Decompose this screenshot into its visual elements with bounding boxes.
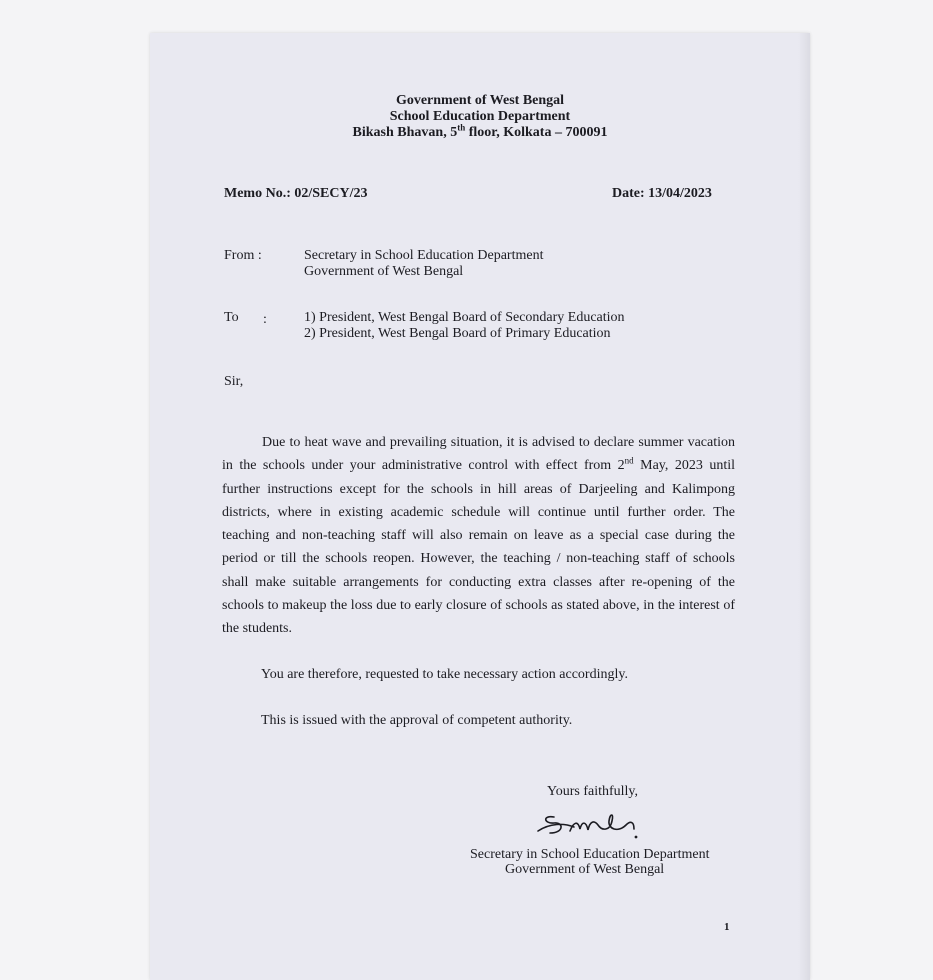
document-page (150, 33, 810, 980)
from-label: From : (224, 248, 262, 263)
to-colon: : (263, 312, 267, 327)
para1-rest: May, 2023 until further instructions except for the schools in hill areas of Darjeeling and Kalimpong districts, where in existing academic schedule will continue until further order. The teaching and non-teaching staff will also remain on leave as a special case during the period or till the schools reopen. However, the teaching / non-teaching staff of schools shall make suitable arrangements for conducting extra classes after re-opening of the schools to makeup the loss due to early closure of schools as stated above, in the interest of the students. (222, 458, 735, 637)
letterhead-department: School Education Department (389, 109, 571, 124)
memo-number: Memo No.: 02/SECY/23 (224, 186, 368, 201)
from-line-1: Secretary in School Education Department (304, 248, 544, 263)
salutation: Sir, (224, 374, 244, 389)
handwritten-signature (530, 809, 660, 845)
to-line-2: 2) President, West Bengal Board of Primary Education (304, 326, 611, 341)
signatory-designation: Secretary in School Education Department (470, 847, 710, 862)
to-label: To (224, 310, 239, 325)
address-prefix: Bikash Bhavan, 5 (352, 125, 458, 140)
para1-start: Due to heat wave and prevailing situation, it is advised to declare summer vacation in the schools under your administrative control with effect from 2 (222, 435, 735, 474)
body-paragraph-3: This is issued with the approval of competent authority. (261, 713, 573, 728)
body-paragraph-2: You are therefore, requested to take necessary action accordingly. (261, 667, 628, 682)
address-suffix: floor, Kolkata – 700091 (465, 125, 608, 140)
to-line-1: 1) President, West Bengal Board of Secondary Education (304, 310, 625, 325)
signatory-office: Government of West Bengal (505, 862, 665, 877)
page-edge-shadow (798, 33, 810, 980)
closing-yours-faithfully: Yours faithfully, (547, 784, 639, 799)
from-line-2: Government of West Bengal (304, 264, 464, 279)
para1-ordinal: nd (624, 455, 634, 466)
memo-date: Date: 13/04/2023 (612, 186, 712, 201)
page-number: 1 (724, 921, 730, 933)
letterhead-government: Government of West Bengal (395, 93, 565, 108)
body-paragraph-1 (222, 431, 735, 641)
address-ordinal: th (457, 122, 466, 133)
letterhead-address (150, 122, 810, 140)
